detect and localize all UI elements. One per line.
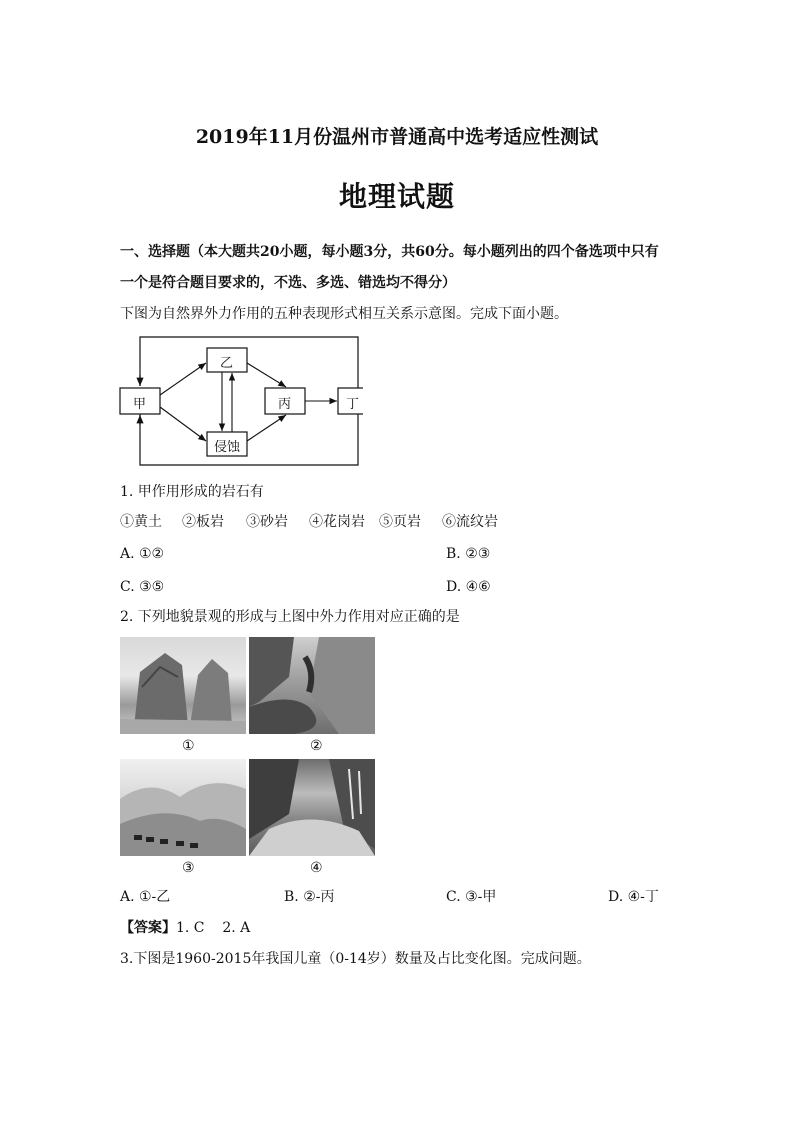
box-label-bing: 丙 <box>278 397 292 412</box>
q1-item: ②板岩 <box>182 514 224 530</box>
q1-item: ①黄土 <box>120 514 162 530</box>
q1-item: ⑤页岩 <box>379 514 421 530</box>
photo-caption-3: ③ <box>182 860 195 876</box>
photo-desert-dunes <box>120 759 246 856</box>
intro-text: 下图为自然界外力作用的五种表现形式相互关系示意图。完成下面小题。 <box>120 306 568 322</box>
q1-option-d[interactable]: D. ④⑥ <box>446 579 491 595</box>
box-label-yi: 乙 <box>220 356 234 371</box>
section-instructions-line2: 一个是符合题目要求的，不选、多选、错选均不得分） <box>120 275 456 291</box>
q2-option-c[interactable]: C. ③-甲 <box>446 889 497 905</box>
q2-option-a[interactable]: A. ①-乙 <box>120 889 171 905</box>
answer-value: 1. C 2. A <box>176 920 251 936</box>
photo-gorge-river <box>249 637 375 734</box>
box-label-jia: 甲 <box>133 397 147 412</box>
page-subtitle: 地理试题 <box>338 180 455 213</box>
q2-option-b[interactable]: B. ②-丙 <box>284 889 335 905</box>
page-title: 2019年11月份温州市普通高中选考适应性测试 <box>195 126 599 148</box>
answer-line <box>120 921 250 935</box>
photo-caption-4: ④ <box>310 860 323 876</box>
section-instructions-line1: 一、选择题（本大题共20小题，每小题3分，共60分。每小题列出的四个备选项中只有 <box>120 244 659 260</box>
photo-caption-1: ① <box>182 738 195 754</box>
photo-caption-2: ② <box>310 738 323 754</box>
q2-stem: 2. 下列地貌景观的形成与上图中外力作用对应正确的是 <box>120 609 460 625</box>
q2-option-d[interactable]: D. ④-丁 <box>608 889 659 905</box>
q3-stem: 3.下图是1960-2015年我国儿童（0-14岁）数量及占比变化图。完成问题。 <box>120 951 591 967</box>
process-diagram <box>118 335 363 475</box>
process-diagram-svg <box>118 335 363 471</box>
q1-stem: 1. 甲作用形成的岩石有 <box>120 484 264 500</box>
q1-option-c[interactable]: C. ③⑤ <box>120 579 165 595</box>
photo-split-rock <box>120 637 246 734</box>
q1-option-b[interactable]: B. ②③ <box>446 546 491 562</box>
box-label-ding: 丁 <box>346 397 360 412</box>
q1-item: ③砂岩 <box>246 514 288 530</box>
photo-fjord <box>249 759 375 856</box>
box-label-qinshi: 侵蚀 <box>214 440 241 455</box>
q1-item: ⑥流纹岩 <box>442 514 498 530</box>
q1-option-a[interactable]: A. ①② <box>120 546 165 562</box>
answer-label: 【答案】 <box>120 920 176 936</box>
q1-item: ④花岗岩 <box>309 514 365 530</box>
